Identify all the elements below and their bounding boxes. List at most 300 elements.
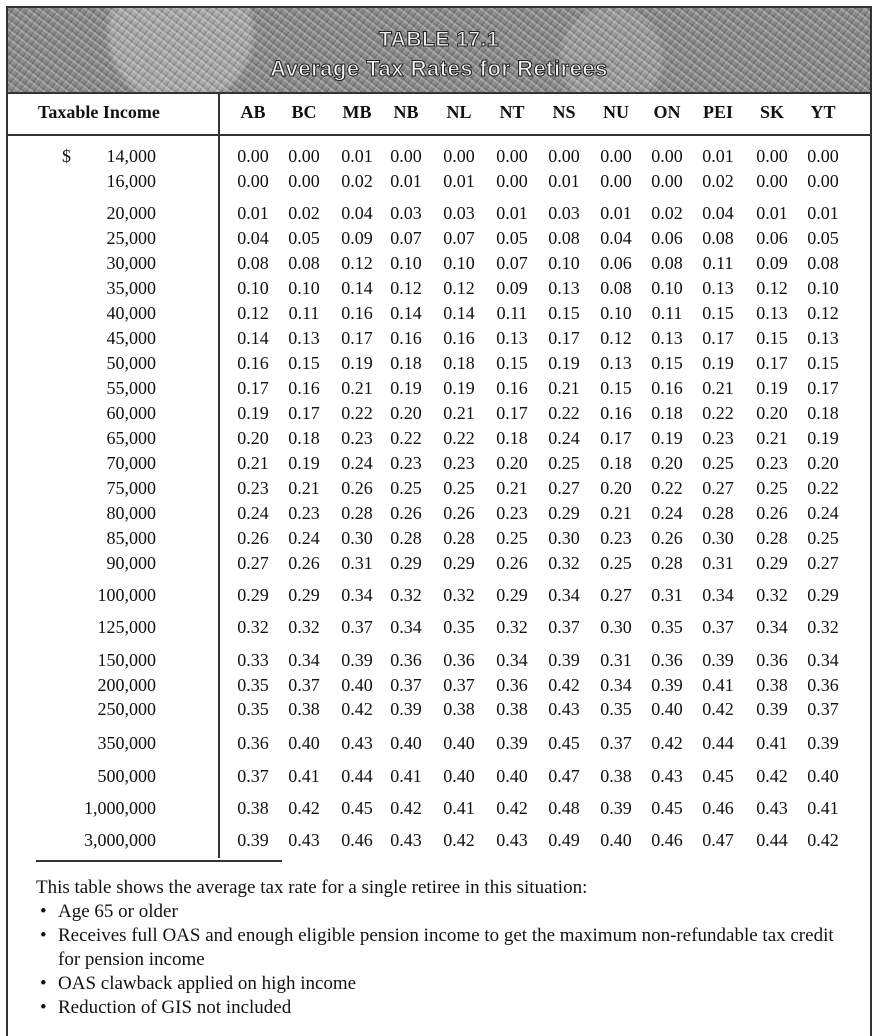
rate-cell-yt: 0.29 [807, 585, 839, 605]
rate-cell-pei: 0.04 [702, 203, 734, 223]
income-cell: 90,000 [106, 553, 156, 573]
rate-cell-bc: 0.26 [288, 553, 320, 573]
rate-cell-yt: 0.01 [807, 203, 839, 223]
rate-cell-nb: 0.12 [390, 278, 422, 298]
rate-cell-nl: 0.21 [443, 403, 475, 423]
table-row [0, 378, 888, 402]
table-row [0, 675, 888, 699]
table-row [0, 428, 888, 452]
note-item [36, 900, 846, 924]
rate-cell-on: 0.18 [651, 403, 683, 423]
rate-cell-pei: 0.37 [702, 617, 734, 637]
rate-cell-nu: 0.39 [600, 798, 632, 818]
rate-cell-ns: 0.22 [548, 403, 580, 423]
rate-cell-ns: 0.45 [548, 733, 580, 753]
table-row [0, 453, 888, 477]
rate-cell-ns: 0.48 [548, 798, 580, 818]
rate-cell-ab: 0.19 [237, 403, 269, 423]
footnote-rule [36, 860, 282, 862]
rate-cell-sk: 0.32 [756, 585, 788, 605]
rate-cell-pei: 0.28 [702, 503, 734, 523]
rate-cell-ab: 0.12 [237, 303, 269, 323]
rate-cell-nt: 0.13 [496, 328, 528, 348]
rate-cell-nb: 0.43 [390, 830, 422, 850]
income-cell: 25,000 [106, 228, 156, 248]
province-header-pei: PEI [702, 102, 733, 122]
rate-cell-ab: 0.24 [237, 503, 269, 523]
rate-cell-yt: 0.12 [807, 303, 839, 323]
rate-cell-ab: 0.23 [237, 478, 269, 498]
rate-cell-bc: 0.00 [288, 146, 320, 166]
rate-cell-ns: 0.37 [548, 617, 580, 637]
rate-cell-nl: 0.37 [443, 675, 475, 695]
rate-cell-on: 0.02 [651, 203, 683, 223]
rate-cell-nb: 0.00 [390, 146, 422, 166]
rate-cell-on: 0.26 [651, 528, 683, 548]
rate-cell-bc: 0.34 [288, 650, 320, 670]
rate-cell-sk: 0.01 [756, 203, 788, 223]
rate-cell-pei: 0.02 [702, 171, 734, 191]
income-cell: 50,000 [106, 353, 156, 373]
rate-cell-nu: 0.15 [600, 378, 632, 398]
rate-cell-nu: 0.17 [600, 428, 632, 448]
rate-cell-sk: 0.13 [756, 303, 788, 323]
rate-cell-nl: 0.29 [443, 553, 475, 573]
table-row [0, 766, 888, 790]
rate-cell-yt: 0.00 [807, 146, 839, 166]
rate-cell-pei: 0.45 [702, 766, 734, 786]
rate-cell-nb: 0.37 [390, 675, 422, 695]
rate-cell-nl: 0.14 [443, 303, 475, 323]
rate-cell-nl: 0.42 [443, 830, 475, 850]
rate-cell-bc: 0.16 [288, 378, 320, 398]
income-cell: 14,000 [106, 146, 156, 166]
rate-cell-sk: 0.36 [756, 650, 788, 670]
rate-cell-pei: 0.23 [702, 428, 734, 448]
rate-cell-nt: 0.39 [496, 733, 528, 753]
province-header-sk: SK [759, 102, 784, 122]
income-cell: 3,000,000 [84, 830, 156, 850]
rate-cell-nt: 0.25 [496, 528, 528, 548]
province-header-yt: YT [810, 102, 836, 122]
rate-cell-nu: 0.38 [600, 766, 632, 786]
rate-cell-nu: 0.25 [600, 553, 632, 573]
rate-cell-nl: 0.07 [443, 228, 475, 248]
rate-cell-on: 0.19 [651, 428, 683, 448]
rate-cell-mb: 0.04 [341, 203, 373, 223]
rate-cell-nt: 0.38 [496, 699, 528, 719]
rate-cell-mb: 0.37 [341, 617, 373, 637]
bullet-icon: • [40, 997, 47, 1018]
rate-cell-nl: 0.01 [443, 171, 475, 191]
rate-cell-yt: 0.19 [807, 428, 839, 448]
rate-cell-ns: 0.01 [548, 171, 580, 191]
income-cell: 16,000 [106, 171, 156, 191]
rate-cell-mb: 0.42 [341, 699, 373, 719]
rate-cell-on: 0.31 [651, 585, 683, 605]
rate-cell-mb: 0.02 [341, 171, 373, 191]
rate-cell-yt: 0.25 [807, 528, 839, 548]
rate-cell-nu: 0.31 [600, 650, 632, 670]
income-cell: 125,000 [97, 617, 156, 637]
rate-cell-sk: 0.34 [756, 617, 788, 637]
rate-cell-mb: 0.40 [341, 675, 373, 695]
rate-cell-on: 0.16 [651, 378, 683, 398]
rate-cell-yt: 0.20 [807, 453, 839, 473]
note-text: OAS clawback applied on high income [58, 973, 357, 994]
rate-cell-sk: 0.00 [756, 146, 788, 166]
rate-cell-ns: 0.19 [548, 353, 580, 373]
rate-cell-nu: 0.16 [600, 403, 632, 423]
rate-cell-nb: 0.16 [390, 328, 422, 348]
rate-cell-yt: 0.15 [807, 353, 839, 373]
rate-cell-bc: 0.38 [288, 699, 320, 719]
rate-cell-ab: 0.35 [237, 699, 269, 719]
income-cell: 350,000 [97, 733, 156, 753]
province-header-on: ON [653, 102, 681, 122]
rate-cell-nb: 0.22 [390, 428, 422, 448]
rate-cell-nb: 0.29 [390, 553, 422, 573]
rate-cell-ns: 0.29 [548, 503, 580, 523]
rate-cell-nb: 0.40 [390, 733, 422, 753]
note-item [36, 924, 846, 972]
rate-cell-bc: 0.02 [288, 203, 320, 223]
income-cell: 150,000 [97, 650, 156, 670]
income-cell: 1,000,000 [84, 798, 156, 818]
rate-cell-pei: 0.25 [702, 453, 734, 473]
rate-cell-nl: 0.10 [443, 253, 475, 273]
rate-cell-ns: 0.43 [548, 699, 580, 719]
rate-cell-ns: 0.42 [548, 675, 580, 695]
rate-cell-bc: 0.15 [288, 353, 320, 373]
rate-cell-pei: 0.31 [702, 553, 734, 573]
rate-cell-pei: 0.41 [702, 675, 734, 695]
income-cell: 75,000 [106, 478, 156, 498]
income-cell: 70,000 [106, 453, 156, 473]
rate-cell-nt: 0.21 [496, 478, 528, 498]
table-notes [36, 876, 846, 1020]
rate-cell-nb: 0.25 [390, 478, 422, 498]
rate-cell-ab: 0.00 [237, 146, 269, 166]
rate-cell-nt: 0.11 [496, 303, 528, 323]
rate-cell-ns: 0.27 [548, 478, 580, 498]
rate-cell-pei: 0.42 [702, 699, 734, 719]
rate-cell-ns: 0.25 [548, 453, 580, 473]
rate-cell-ns: 0.49 [548, 830, 580, 850]
province-header-mb: MB [342, 102, 372, 122]
rate-cell-nb: 0.01 [390, 171, 422, 191]
notes-list [36, 900, 846, 1020]
rate-cell-nt: 0.07 [496, 253, 528, 273]
rate-cell-nb: 0.39 [390, 699, 422, 719]
rate-cell-ab: 0.29 [237, 585, 269, 605]
rate-cell-on: 0.35 [651, 617, 683, 637]
rate-cell-on: 0.45 [651, 798, 683, 818]
rate-cell-yt: 0.36 [807, 675, 839, 695]
rate-cell-nt: 0.42 [496, 798, 528, 818]
rate-cell-nl: 0.23 [443, 453, 475, 473]
rate-cell-on: 0.15 [651, 353, 683, 373]
table-row [0, 585, 888, 609]
bullet-icon: • [40, 901, 47, 922]
rate-cell-ns: 0.24 [548, 428, 580, 448]
note-item [36, 972, 846, 996]
rate-cell-mb: 0.23 [341, 428, 373, 448]
rate-cell-nt: 0.01 [496, 203, 528, 223]
rate-cell-nu: 0.12 [600, 328, 632, 348]
rate-cell-mb: 0.12 [341, 253, 373, 273]
rate-cell-nu: 0.27 [600, 585, 632, 605]
rate-cell-on: 0.42 [651, 733, 683, 753]
note-text: Receives full OAS and enough eligible pension income to get the maximum non-refundable tax credit for pension income [58, 925, 834, 970]
rate-cell-nb: 0.28 [390, 528, 422, 548]
rate-cell-nl: 0.16 [443, 328, 475, 348]
rate-cell-pei: 0.47 [702, 830, 734, 850]
table-row [0, 553, 888, 577]
rate-cell-nt: 0.26 [496, 553, 528, 573]
rate-cell-nu: 0.40 [600, 830, 632, 850]
rate-cell-pei: 0.27 [702, 478, 734, 498]
rate-cell-nt: 0.43 [496, 830, 528, 850]
rate-cell-ns: 0.08 [548, 228, 580, 248]
rate-cell-on: 0.00 [651, 171, 683, 191]
province-header-ab: AB [240, 102, 266, 122]
rate-cell-on: 0.28 [651, 553, 683, 573]
rate-cell-yt: 0.13 [807, 328, 839, 348]
income-cell: 30,000 [106, 253, 156, 273]
table-row [0, 146, 888, 170]
rate-cell-ab: 0.33 [237, 650, 269, 670]
rate-cell-mb: 0.19 [341, 353, 373, 373]
rate-cell-pei: 0.17 [702, 328, 734, 348]
rate-cell-nb: 0.18 [390, 353, 422, 373]
note-text: Reduction of GIS not included [58, 997, 292, 1018]
income-cell: 500,000 [97, 766, 156, 786]
taxable-income-header: Taxable Income [38, 102, 160, 122]
rate-cell-ns: 0.34 [548, 585, 580, 605]
rate-cell-bc: 0.05 [288, 228, 320, 248]
province-header-ns: NS [552, 102, 576, 122]
income-cell: 100,000 [97, 585, 156, 605]
rate-cell-nu: 0.10 [600, 303, 632, 323]
rate-cell-on: 0.43 [651, 766, 683, 786]
table-row [0, 699, 888, 723]
table-row [0, 228, 888, 252]
rate-cell-ab: 0.01 [237, 203, 269, 223]
rate-cell-mb: 0.31 [341, 553, 373, 573]
rate-cell-nu: 0.23 [600, 528, 632, 548]
rate-cell-nu: 0.37 [600, 733, 632, 753]
rate-cell-bc: 0.13 [288, 328, 320, 348]
rate-cell-ab: 0.20 [237, 428, 269, 448]
income-cell: 55,000 [106, 378, 156, 398]
rate-cell-nt: 0.20 [496, 453, 528, 473]
rate-cell-ab: 0.17 [237, 378, 269, 398]
table-row [0, 403, 888, 427]
rate-cell-nl: 0.40 [443, 733, 475, 753]
table-row [0, 650, 888, 674]
rate-cell-pei: 0.22 [702, 403, 734, 423]
rate-cell-on: 0.06 [651, 228, 683, 248]
rate-cell-nl: 0.18 [443, 353, 475, 373]
rate-cell-nt: 0.34 [496, 650, 528, 670]
rate-cell-sk: 0.26 [756, 503, 788, 523]
rate-cell-nt: 0.00 [496, 171, 528, 191]
rate-cell-ab: 0.39 [237, 830, 269, 850]
rate-cell-sk: 0.39 [756, 699, 788, 719]
rate-cell-mb: 0.30 [341, 528, 373, 548]
table-row [0, 733, 888, 757]
rate-cell-ns: 0.15 [548, 303, 580, 323]
rate-cell-nu: 0.06 [600, 253, 632, 273]
rate-cell-ns: 0.13 [548, 278, 580, 298]
rate-cell-nl: 0.40 [443, 766, 475, 786]
rate-cell-nt: 0.09 [496, 278, 528, 298]
rate-cell-mb: 0.39 [341, 650, 373, 670]
rate-cell-yt: 0.05 [807, 228, 839, 248]
table-row [0, 478, 888, 502]
table-row [0, 328, 888, 352]
rate-cell-mb: 0.34 [341, 585, 373, 605]
rate-cell-pei: 0.46 [702, 798, 734, 818]
rate-cell-pei: 0.44 [702, 733, 734, 753]
rate-cell-ab: 0.00 [237, 171, 269, 191]
rate-cell-sk: 0.15 [756, 328, 788, 348]
rate-cell-ab: 0.32 [237, 617, 269, 637]
rate-cell-nl: 0.28 [443, 528, 475, 548]
rate-cell-nt: 0.15 [496, 353, 528, 373]
rate-cell-ab: 0.08 [237, 253, 269, 273]
rate-cell-nb: 0.10 [390, 253, 422, 273]
note-item [36, 996, 846, 1020]
rate-cell-nb: 0.32 [390, 585, 422, 605]
rate-cell-pei: 0.13 [702, 278, 734, 298]
rate-cell-nu: 0.04 [600, 228, 632, 248]
rate-cell-bc: 0.18 [288, 428, 320, 448]
rate-cell-ab: 0.38 [237, 798, 269, 818]
rate-cell-on: 0.39 [651, 675, 683, 695]
rate-cell-bc: 0.41 [288, 766, 320, 786]
rate-cell-sk: 0.28 [756, 528, 788, 548]
province-header-bc: BC [291, 102, 317, 122]
income-cell: 35,000 [106, 278, 156, 298]
rate-cell-mb: 0.22 [341, 403, 373, 423]
rate-cell-nu: 0.13 [600, 353, 632, 373]
title-band [8, 8, 870, 94]
rate-cell-mb: 0.28 [341, 503, 373, 523]
income-cell: 200,000 [97, 675, 156, 695]
income-cell: 45,000 [106, 328, 156, 348]
rate-cell-nb: 0.42 [390, 798, 422, 818]
rate-cell-nu: 0.30 [600, 617, 632, 637]
rate-cell-nu: 0.21 [600, 503, 632, 523]
table-row [0, 303, 888, 327]
rate-cell-bc: 0.29 [288, 585, 320, 605]
rate-cell-nu: 0.01 [600, 203, 632, 223]
rate-cell-nt: 0.16 [496, 378, 528, 398]
rate-cell-ab: 0.14 [237, 328, 269, 348]
rate-cell-ab: 0.04 [237, 228, 269, 248]
rate-cell-on: 0.00 [651, 146, 683, 166]
income-cell: 60,000 [106, 403, 156, 423]
rate-cell-yt: 0.17 [807, 378, 839, 398]
rate-cell-nl: 0.22 [443, 428, 475, 448]
rate-cell-ns: 0.32 [548, 553, 580, 573]
rate-cell-mb: 0.26 [341, 478, 373, 498]
rate-cell-yt: 0.08 [807, 253, 839, 273]
income-cell: 80,000 [106, 503, 156, 523]
rate-cell-sk: 0.12 [756, 278, 788, 298]
rate-cell-sk: 0.42 [756, 766, 788, 786]
rate-cell-sk: 0.38 [756, 675, 788, 695]
table-row [0, 503, 888, 527]
rate-cell-nb: 0.19 [390, 378, 422, 398]
rate-cell-nt: 0.17 [496, 403, 528, 423]
table-row [0, 203, 888, 227]
rate-cell-nt: 0.00 [496, 146, 528, 166]
rate-cell-nt: 0.18 [496, 428, 528, 448]
rate-cell-mb: 0.46 [341, 830, 373, 850]
table-row [0, 798, 888, 822]
rate-cell-bc: 0.23 [288, 503, 320, 523]
table-number: TABLE 17.1 [378, 28, 500, 51]
rate-cell-nb: 0.20 [390, 403, 422, 423]
rate-cell-ab: 0.26 [237, 528, 269, 548]
rate-cell-pei: 0.08 [702, 228, 734, 248]
rate-cell-bc: 0.32 [288, 617, 320, 637]
rate-cell-ab: 0.27 [237, 553, 269, 573]
rate-cell-yt: 0.00 [807, 171, 839, 191]
rate-cell-ns: 0.17 [548, 328, 580, 348]
rate-cell-on: 0.40 [651, 699, 683, 719]
rate-cell-ab: 0.36 [237, 733, 269, 753]
rate-cell-mb: 0.24 [341, 453, 373, 473]
rate-cell-mb: 0.44 [341, 766, 373, 786]
rate-cell-nl: 0.12 [443, 278, 475, 298]
rate-cell-mb: 0.45 [341, 798, 373, 818]
rate-cell-pei: 0.21 [702, 378, 734, 398]
rate-cell-pei: 0.34 [702, 585, 734, 605]
rate-cell-nu: 0.18 [600, 453, 632, 473]
rate-cell-bc: 0.11 [288, 303, 320, 323]
rate-cell-nl: 0.03 [443, 203, 475, 223]
rate-cell-sk: 0.43 [756, 798, 788, 818]
rate-cell-sk: 0.20 [756, 403, 788, 423]
rate-cell-nu: 0.00 [600, 171, 632, 191]
rate-cell-on: 0.20 [651, 453, 683, 473]
rate-cell-nl: 0.38 [443, 699, 475, 719]
table-row [0, 617, 888, 641]
rate-cell-nb: 0.07 [390, 228, 422, 248]
rate-cell-pei: 0.01 [702, 146, 734, 166]
rate-cell-mb: 0.21 [341, 378, 373, 398]
rate-cell-yt: 0.39 [807, 733, 839, 753]
income-cell: 65,000 [106, 428, 156, 448]
rate-cell-yt: 0.40 [807, 766, 839, 786]
rate-cell-yt: 0.32 [807, 617, 839, 637]
rate-cell-sk: 0.29 [756, 553, 788, 573]
rate-cell-on: 0.11 [651, 303, 683, 323]
table-row [0, 528, 888, 552]
table-title: Average Tax Rates for Retirees [270, 56, 608, 81]
table-row [0, 171, 888, 195]
rate-cell-ns: 0.21 [548, 378, 580, 398]
rate-cell-bc: 0.40 [288, 733, 320, 753]
bullet-icon: • [40, 925, 47, 946]
rate-cell-pei: 0.15 [702, 303, 734, 323]
province-header-nt: NT [499, 102, 525, 122]
rate-cell-ns: 0.03 [548, 203, 580, 223]
